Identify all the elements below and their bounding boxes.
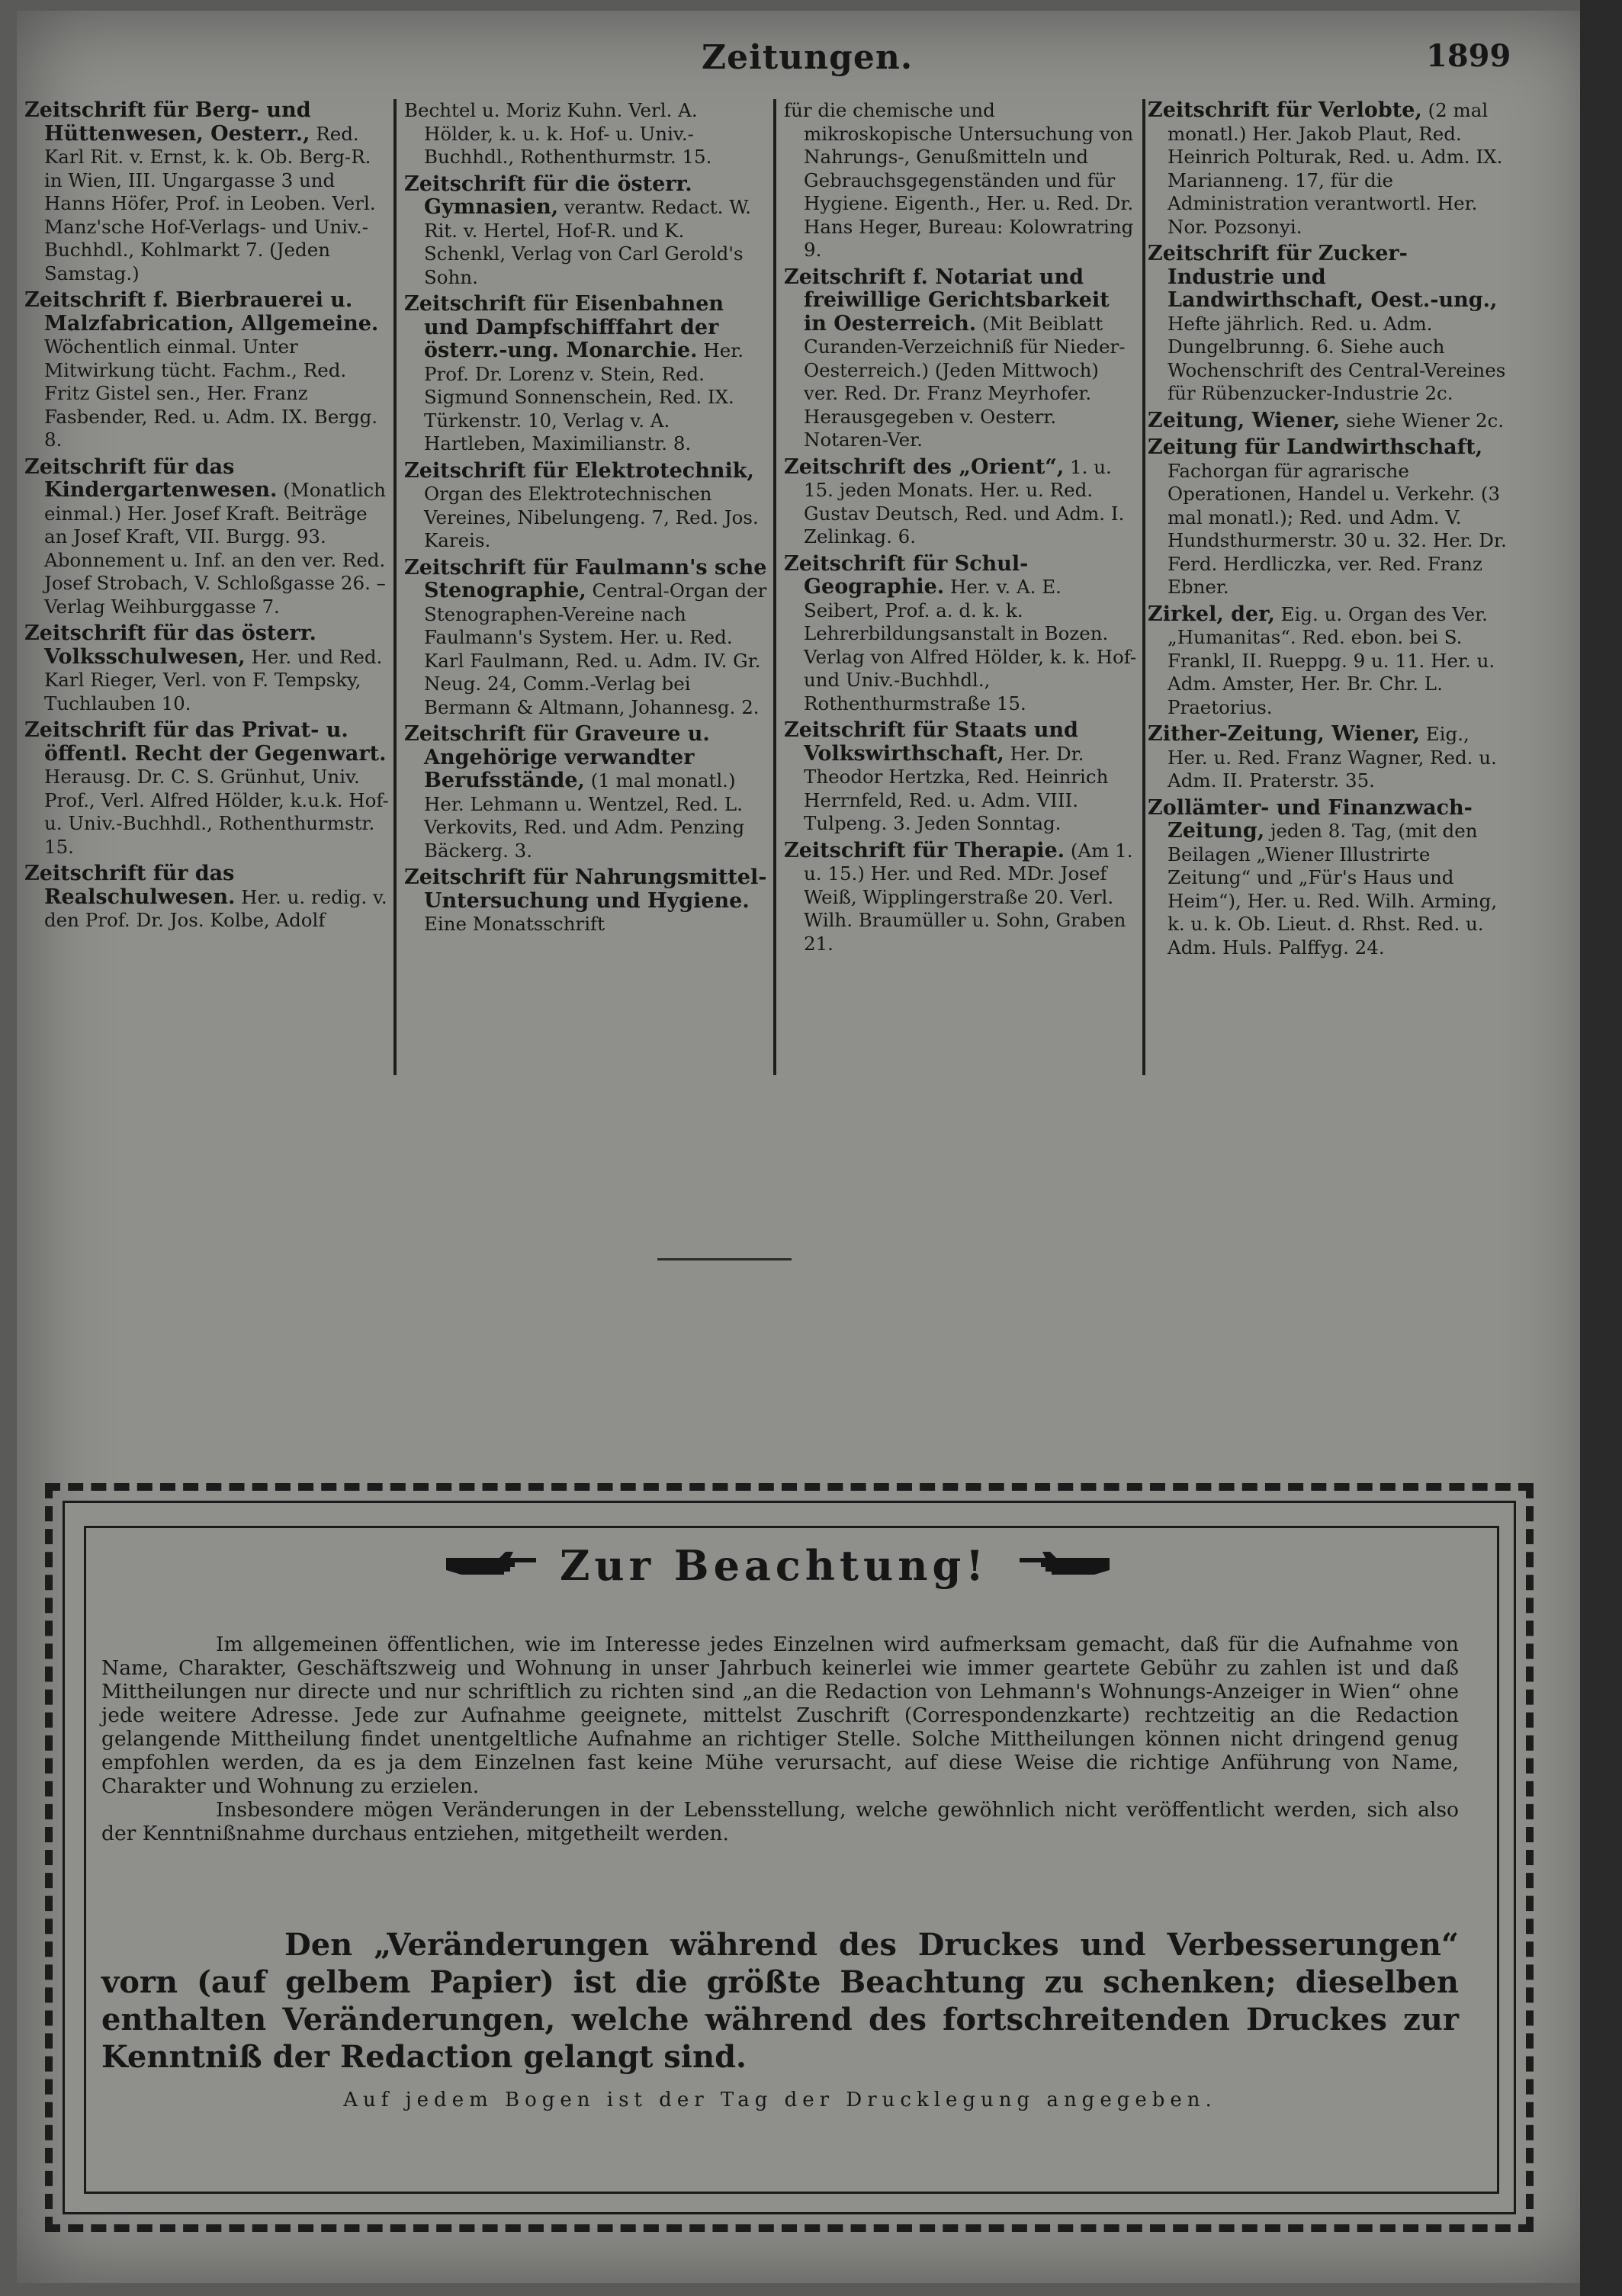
- entry-body: Her. Dr. Theodor Hertzka, Red. Heinrich Herrnfeld, Red. u. Adm. VIII. Tulpeng. 3. Jeden Sonntag.: [804, 742, 1109, 834]
- notice-box: [63, 1501, 1516, 2214]
- list-entry: [404, 866, 769, 936]
- entry-title: Zeitschrift für Nahrungsmittel-Untersuchung und Hygiene.: [404, 865, 767, 913]
- entry-body: Her. v. A. E. Seibert, Prof. a. d. k. k. Lehrerbildungsanstalt in Bozen. Verlag von Alfred Hölder, k. k. Hof- und Univ.-Buchhdl., Rothenthurmstraße 15.: [804, 576, 1137, 714]
- list-entry: [1148, 797, 1512, 960]
- entry-title: Zirkel, der,: [1148, 602, 1275, 626]
- notice-paragraph: Im allgemeinen öffentlichen, wie im Interesse jedes Einzelnen wird aufmerksam gemacht, daß für die Aufnahme von Name, Charakter, Geschäftszweig und Wohnung in unser Jahrbuch keinerlei wie immer geartete Gebühr zu zahlen ist und daß Mittheilungen nur directe und nur schriftlich zu richten sind „an die Redaction von Lehmann's Wohnungs-Anzeiger in Wien“ ohne jede weitere Adresse. Jede zur Aufnahme geeignete, mittelst Zuschrift (Correspondenzkarte) rechtzeitig an die Redaction gelangende Mittheilung findet unentgeltliche Aufnahme an richtiger Stelle. Solche Mittheilungen können nicht dringend genug empfohlen werden, da es ja dem Einzelnen fast keine Mühe verursacht, auf diese Weise die richtige Anführung von Name, Charakter und Wohnung zu erzielen.: [101, 1633, 1459, 1798]
- entry-body: (Am 1. u. 15.) Her. und Red. MDr. Josef Weiß, Wipplingerstraße 20. Verl. Wilh. Braumüller u. Sohn, Graben 21.: [804, 839, 1133, 955]
- list-entry: [404, 557, 769, 720]
- entry-title: Zeitschrift für Eisenbahnen und Dampfschifffahrt der österr.-ung. Monarchie.: [404, 292, 724, 362]
- entry-body: Eig., Her. u. Red. Franz Wagner, Red. u. Adm. II. Praterstr. 35.: [1168, 723, 1497, 792]
- pointing-hand-left-icon: [1018, 1550, 1110, 1576]
- entry-body: 1. u. 15. jeden Monats. Her. u. Red. Gustav Deutsch, Red. und Adm. I. Zelinkag. 6.: [804, 455, 1125, 548]
- notice-footer: Auf jedem Bogen ist der Tag der Drucklegung angegeben.: [343, 2089, 1217, 2111]
- entry-body: (Monatlich einmal.) Her. Josef Kraft. Beiträge an Josef Kraft, VII. Burgg. 93. Abonnement u. Inf. an den ver. Red. Josef Strobach, V. Schloßgasse 26. – Verlag Weihburggasse 7.: [44, 479, 386, 618]
- entry-title: Zeitschrift für Verlobte,: [1148, 99, 1422, 122]
- list-entry: [24, 99, 389, 285]
- page-number: 1899: [1426, 38, 1511, 74]
- entry-body: Central-Organ der Stenographen-Vereine nach Faulmann's System. Her. u. Red. Karl Faulmann, Red. u. Adm. IV. Gr. Neug. 24, Comm.-Verlag bei Bermann & Altmann, Johannesg. 2.: [424, 580, 767, 718]
- entry-title: Zeitschrift für Faulmann's sche Stenographie,: [404, 555, 767, 602]
- entry-title: Zeitschrift für Therapie.: [784, 838, 1065, 862]
- entry-title: Zeitschrift für Elektrotechnik,: [404, 458, 754, 483]
- list-entry: [24, 456, 389, 619]
- entry-title: Zeitschrift für Berg- und Hüttenwesen, Oesterr.,: [24, 99, 311, 146]
- entry-title: Zither-Zeitung, Wiener,: [1148, 722, 1420, 746]
- entry-body: Fachorgan für agrarische Operationen, Handel u. Verkehr. (3 mal monatl.); Red. und Adm. V. Hundsthurmerstr. 30 u. 32. Her. Dr. Ferd. Herdliczka, ver. Red. Franz Ebner.: [1168, 459, 1507, 598]
- list-entry: [404, 723, 769, 862]
- list-entry: [784, 719, 1139, 836]
- column-2: [404, 99, 769, 1068]
- list-entry: [404, 293, 769, 456]
- list-entry: [784, 266, 1139, 452]
- column-rule: [1142, 99, 1145, 1075]
- notice-bold-text: Den „Veränderungen während des Druckes und Verbesserungen“ vorn (auf gelbem Papier) ist die größte Beachtung zu schenken; dieselben enthalten Veränderungen, welche während des fortschreitenden Druckes zur Kenntniß der Redaction gelangt sind.: [101, 1927, 1459, 2075]
- column-1: [24, 99, 389, 1068]
- entry-body: Organ des Elektrotechnischen Vereines, Nibelungeng. 7, Red. Jos. Kareis.: [424, 483, 759, 551]
- entry-title: Zeitung, Wiener,: [1148, 408, 1341, 432]
- list-entry: [1148, 436, 1512, 599]
- entry-body: für die chemische und mikroskopische Untersuchung von Nahrungs-, Genußmitteln und Gebrauchsgegenständen und für Hygiene. Eigenth., Her. u. Red. Dr. Hans Heger, Bureau: Kolowratring 9.: [784, 99, 1134, 261]
- book-edge: [1580, 0, 1622, 2296]
- notice-paragraph: Insbesondere mögen Veränderungen in der Lebensstellung, welche gewöhnlich nicht veröffentlicht werden, sich also der Kenntnißnahme durchaus entziehen, mitgetheilt werden.: [101, 1798, 1459, 1845]
- entry-body: jeden 8. Tag, (mit den Beilagen „Wiener Illustrirte Zeitung“ und „Für's Haus und Heim“), Her. u. Red. Wilh. Arming, k. u. k. Ob. Lieut. d. Rhst. Red. u. Adm. Huls. Palffyg. 24.: [1168, 820, 1498, 959]
- entry-body: Her. u. redig. v. den Prof. Dr. Jos. Kolbe, Adolf: [44, 885, 387, 931]
- entry-body: (1 mal monatl.) Her. Lehmann u. Wentzel, Red. L. Verkovits, Red. und Adm. Penzing Bäckerg. 3.: [424, 769, 745, 862]
- entry-title: Zeitschrift des „Orient“,: [784, 454, 1065, 479]
- column-rule: [773, 99, 776, 1075]
- entry-title: Zeitschrift f. Notariat und freiwillige Gerichtsbarkeit in Oesterreich.: [784, 265, 1110, 336]
- list-entry: [1148, 409, 1512, 433]
- list-entry: [1148, 99, 1512, 239]
- entry-title: Zeitschrift für Schul-Geographie.: [784, 551, 1029, 599]
- list-entry: [24, 862, 389, 933]
- entry-title: Zeitschrift für die österr. Gymnasien,: [404, 172, 692, 219]
- entry-body: Hefte jährlich. Red. u. Adm. Dungelbrunng. 6. Siehe auch Wochenschrift des Central-Vereines für Rübenzucker-Industrie 2c.: [1168, 312, 1506, 404]
- entry-body: Bechtel u. Moriz Kuhn. Verl. A. Hölder, k. u. k. Hof- u. Univ.-Buchhdl., Rothenthurmstr. 15.: [404, 99, 712, 168]
- entry-title: Zeitschrift f. Bierbrauerei u. Malzfabrication, Allgemeine.: [24, 288, 379, 336]
- entry-body: siehe Wiener 2c.: [1346, 409, 1505, 432]
- column-4: [1148, 99, 1512, 1068]
- notice-body: [101, 1633, 1459, 1845]
- entry-body: Herausg. Dr. C. S. Grünhut, Univ. Prof., Verl. Alfred Hölder, k.u.k. Hof- u. Univ.-Buchhdl., Rothenthurmstr. 15.: [44, 766, 389, 858]
- list-entry: [784, 840, 1139, 956]
- list-entry: [24, 719, 389, 859]
- entry-title: Zeitschrift für das Privat- u. öffentl. Recht der Gegenwart.: [24, 718, 387, 766]
- column-3: [784, 99, 1139, 1068]
- list-entry: [24, 289, 389, 452]
- list-entry: [404, 173, 769, 290]
- entry-title: Zeitschrift für Staats und Volkswirthschaft,: [784, 718, 1078, 766]
- notice-heading: Zur Beachtung!: [560, 1541, 988, 1590]
- entry-title: Zeitschrift für Graveure u. Angehörige verwandter Berufsstände,: [404, 722, 710, 792]
- page-header-title: Zeitungen.: [702, 38, 914, 77]
- list-entry: [24, 622, 389, 715]
- entry-body: Wöchentlich einmal. Unter Mitwirkung tücht. Fachm., Red. Fritz Gistel sen., Her. Franz Fasbender, Red. u. Adm. IX. Bergg. 8.: [44, 336, 378, 451]
- entry-title: Zeitschrift für das österr. Volksschulwesen,: [24, 621, 316, 669]
- list-entry: [784, 553, 1139, 716]
- notice-bold-statement: [101, 1926, 1459, 2076]
- section-divider: [657, 1258, 792, 1260]
- list-entry: [1148, 723, 1512, 793]
- entry-body: Red. Karl Rit. v. Ernst, k. k. Ob. Berg-R. in Wien, III. Ungargasse 3 und Hanns Höfer, Prof. in Leoben. Verl. Manz'sche Hof-Verlags- und Univ.-Buchhdl., Kohlmarkt 7. (Jeden Samstag.): [44, 122, 376, 284]
- column-rule: [393, 99, 397, 1075]
- entry-title: Zeitschrift für das Kindergartenwesen.: [24, 454, 278, 502]
- list-entry: [1148, 603, 1512, 720]
- entry-body: (Mit Beiblatt Curanden-Verzeichniß für Nieder-Oesterreich.) (Jeden Mittwoch) ver. Red. Dr. Franz Meyrhofer. Herausgegeben v. Oesterr. Notaren-Ver.: [804, 312, 1126, 451]
- entry-title: Zeitschrift für Zucker-Industrie und Landwirthschaft, Oest.-ung.,: [1148, 242, 1498, 312]
- list-entry: [784, 456, 1139, 549]
- entry-body: Eig. u. Organ des Ver. „Humanitas“. Red. ebon. bei S. Frankl, II. Rueppg. 9 u. 11. Her. u. Adm. Amster, Her. Br. Chr. L. Praetorius.: [1168, 602, 1495, 718]
- entry-body: Eine Monatsschrift: [424, 913, 605, 935]
- entry-title: Zollämter- und Finanzwach-Zeitung,: [1148, 795, 1473, 843]
- entry-title: Zeitung für Landwirthschaft,: [1148, 435, 1483, 459]
- entry-body: (2 mal monatl.) Her. Jakob Plaut, Red. Heinrich Polturak, Red. u. Adm. IX. Marianneng. 17, für die Administration verantwortl. Her. Nor. Pozsonyi.: [1168, 99, 1503, 238]
- list-entry: [1148, 242, 1512, 406]
- entry-body: Her. und Red. Karl Rieger, Verl. von F. Tempsky, Tuchlauben 10.: [44, 645, 383, 714]
- list-entry: [404, 99, 769, 169]
- entry-body: verantw. Redact. W. Rit. v. Hertel, Hof-R. und K. Schenkl, Verlag von Carl Gerold's Sohn.: [424, 196, 751, 288]
- entry-title: Zeitschrift für das Realschulwesen.: [24, 862, 236, 909]
- entry-body: Her. Prof. Dr. Lorenz v. Stein, Red. Sigmund Sonnenschein, Red. IX. Türkenstr. 10, Verlag v. A. Hartleben, Maximilianstr. 8.: [424, 339, 744, 454]
- list-entry: [784, 99, 1139, 262]
- list-entry: [404, 460, 769, 553]
